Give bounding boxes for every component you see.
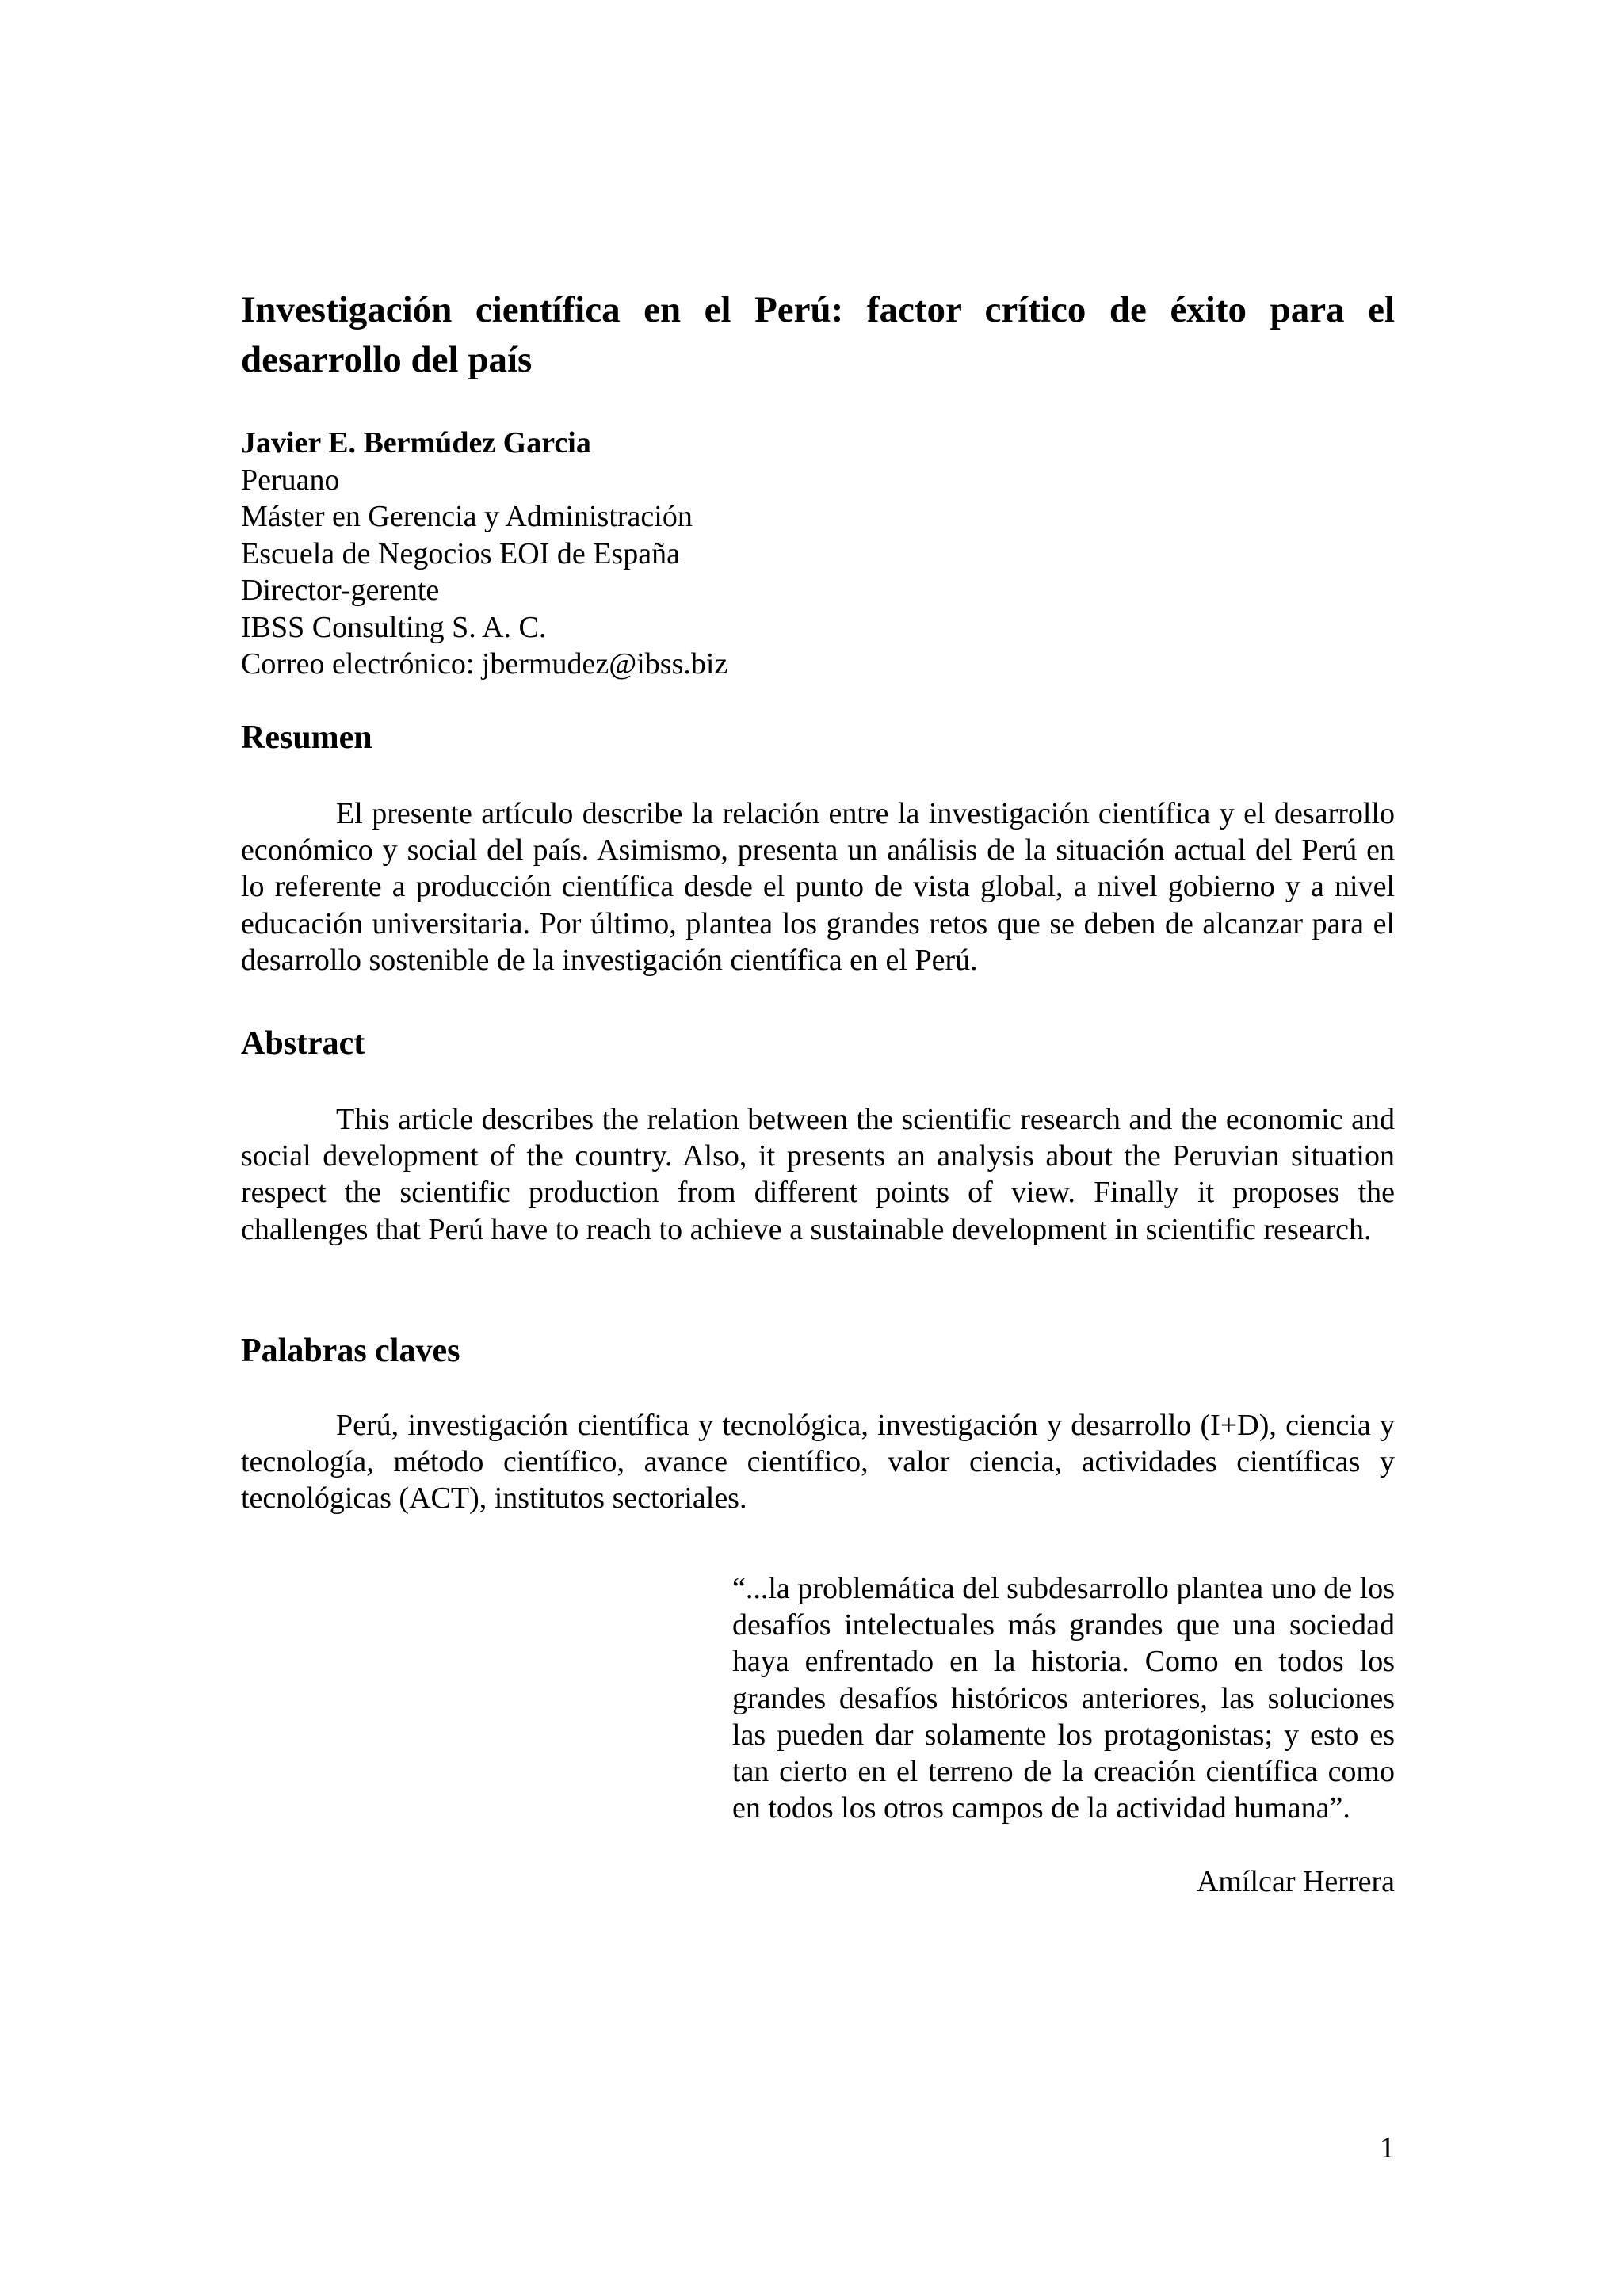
author-position: Director-gerente bbox=[241, 574, 440, 607]
page-number: 1 bbox=[1380, 2131, 1395, 2164]
epigraph-author: Amílcar Herrera bbox=[1196, 1865, 1395, 1898]
author-name: Javier E. Bermúdez Garcia bbox=[241, 426, 591, 460]
epigraph-quote: “...la problemática del subdesarrollo plantea uno de los desafíos intelectuales más grandes que una sociedad haya enfrentado en la historia. Como en todos los grandes desafíos históricos anteriores, las soluciones las pueden dar solamente los protagonistas; y esto es tan cierto en el terreno de la creación científica como en todos los otros campos de la actividad humana”. bbox=[732, 1572, 1395, 1825]
author-block bbox=[241, 425, 1395, 683]
abstract-body: This article describes the relation between the scientific research and the economic and social development of the country. Also, it presents an analysis about the Peruvian situation respect the scientific production from different points of view. Finally it proposes the challenges that Perú have to reach to achieve a sustainable development in scientific research. bbox=[241, 1103, 1395, 1246]
resumen-heading: Resumen bbox=[241, 719, 372, 756]
author-nationality: Peruano bbox=[241, 463, 340, 497]
paper-title: Investigación científica en el Perú: factor crítico de éxito para el desarrollo del país bbox=[241, 289, 1395, 380]
abstract-heading: Abstract bbox=[241, 1025, 365, 1062]
author-company: IBSS Consulting S. A. C. bbox=[241, 610, 547, 644]
resumen-body: El presente artículo describe la relación entre la investigación científica y el desarrollo económico y social del país. Asimismo, presenta un análisis de la situación actual del Perú en lo referente a producción científica desde el punto de vista global, a nivel gobierno y a nivel educación universitaria. Por último, plantea los grandes retos que se deben de alcanzar para el desarrollo sostenible de la investigación científica en el Perú. bbox=[241, 797, 1395, 977]
keywords-body: Perú, investigación científica y tecnológica, investigación y desarrollo (I+D), ciencia y tecnología, método científico, avance científico, valor ciencia, actividades científicas y tecnológicas (ACT), institutos sectoriales. bbox=[241, 1409, 1395, 1516]
author-degree: Máster en Gerencia y Administración bbox=[241, 500, 693, 533]
author-school: Escuela de Negocios EOI de España bbox=[241, 536, 680, 570]
author-email: Correo electrónico: jbermudez@ibss.biz bbox=[241, 647, 728, 681]
keywords-heading: Palabras claves bbox=[241, 1333, 460, 1369]
